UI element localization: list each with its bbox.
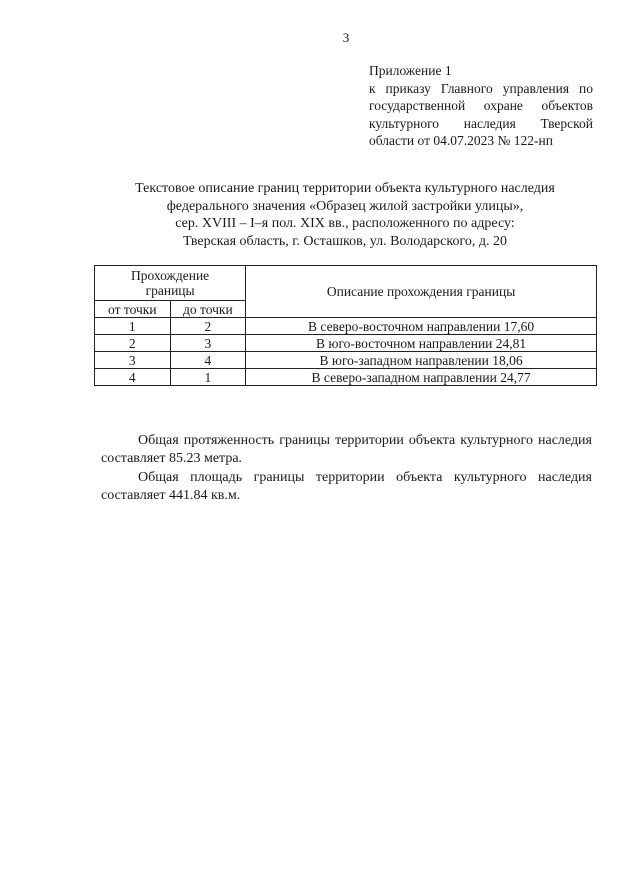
table-cell-description: В северо-восточном направлении 17,60 bbox=[246, 318, 597, 335]
table-cell-from: 1 bbox=[95, 318, 171, 335]
table-row bbox=[95, 318, 597, 335]
page-number: 3 bbox=[342, 30, 350, 45]
heading-line-3: сер. XVIII – I–я пол. XIX вв., расположенного по адресу: bbox=[175, 216, 515, 231]
table-header-passage bbox=[95, 266, 246, 301]
summary-length-paragraph: Общая протяженность границы территории объекта культурного наследия составляет 85.23 метра. bbox=[101, 433, 592, 466]
summary-area-paragraph: Общая площадь границы территории объекта культурного наследия составляет 441.84 кв.м. bbox=[101, 470, 592, 503]
heading-line-2: федерального значения «Образец жилой застройки улицы», bbox=[166, 198, 524, 214]
table-cell-to: 1 bbox=[170, 369, 246, 386]
table-cell-to: 2 bbox=[170, 318, 246, 335]
summary-block bbox=[101, 432, 592, 504]
table-cell-description: В северо-западном направлении 24,77 bbox=[246, 369, 597, 386]
table-header-passage-line-1: Прохождение bbox=[130, 268, 210, 283]
appendix-line-4: культурного наследия Тверской bbox=[369, 115, 593, 131]
table-row bbox=[95, 369, 597, 386]
heading-line-1: Текстовое описание границ территории объекта культурного наследия bbox=[135, 181, 555, 196]
table-cell-to: 4 bbox=[170, 352, 246, 369]
appendix-line-2: к приказу Главного управления по bbox=[369, 80, 593, 96]
table-header-to: до точки bbox=[170, 301, 246, 318]
appendix-line-3: государственной охране объектов bbox=[369, 98, 593, 113]
boundary-table bbox=[94, 265, 597, 386]
table-header-from: от точки bbox=[95, 301, 171, 318]
table-cell-from: 2 bbox=[95, 335, 171, 352]
table-cell-description: В юго-западном направлении 18,06 bbox=[246, 352, 597, 369]
appendix-block bbox=[369, 62, 593, 150]
appendix-line-1: Приложение 1 bbox=[369, 63, 452, 78]
appendix-line-5: области от 04.07.2023 № 122-нп bbox=[369, 133, 553, 148]
table-header-description: Описание прохождения границы bbox=[246, 266, 597, 318]
heading-line-4: Тверская область, г. Осташков, ул. Володарского, д. 20 bbox=[183, 233, 507, 249]
table-cell-to: 3 bbox=[170, 335, 246, 352]
table-cell-from: 3 bbox=[95, 352, 171, 369]
document-heading bbox=[90, 180, 600, 250]
table-row bbox=[95, 352, 597, 369]
table-cell-from: 4 bbox=[95, 369, 171, 386]
table-cell-description: В юго-восточном направлении 24,81 bbox=[246, 335, 597, 352]
table-row bbox=[95, 335, 597, 352]
table-header-passage-line-2: границы bbox=[145, 283, 195, 298]
